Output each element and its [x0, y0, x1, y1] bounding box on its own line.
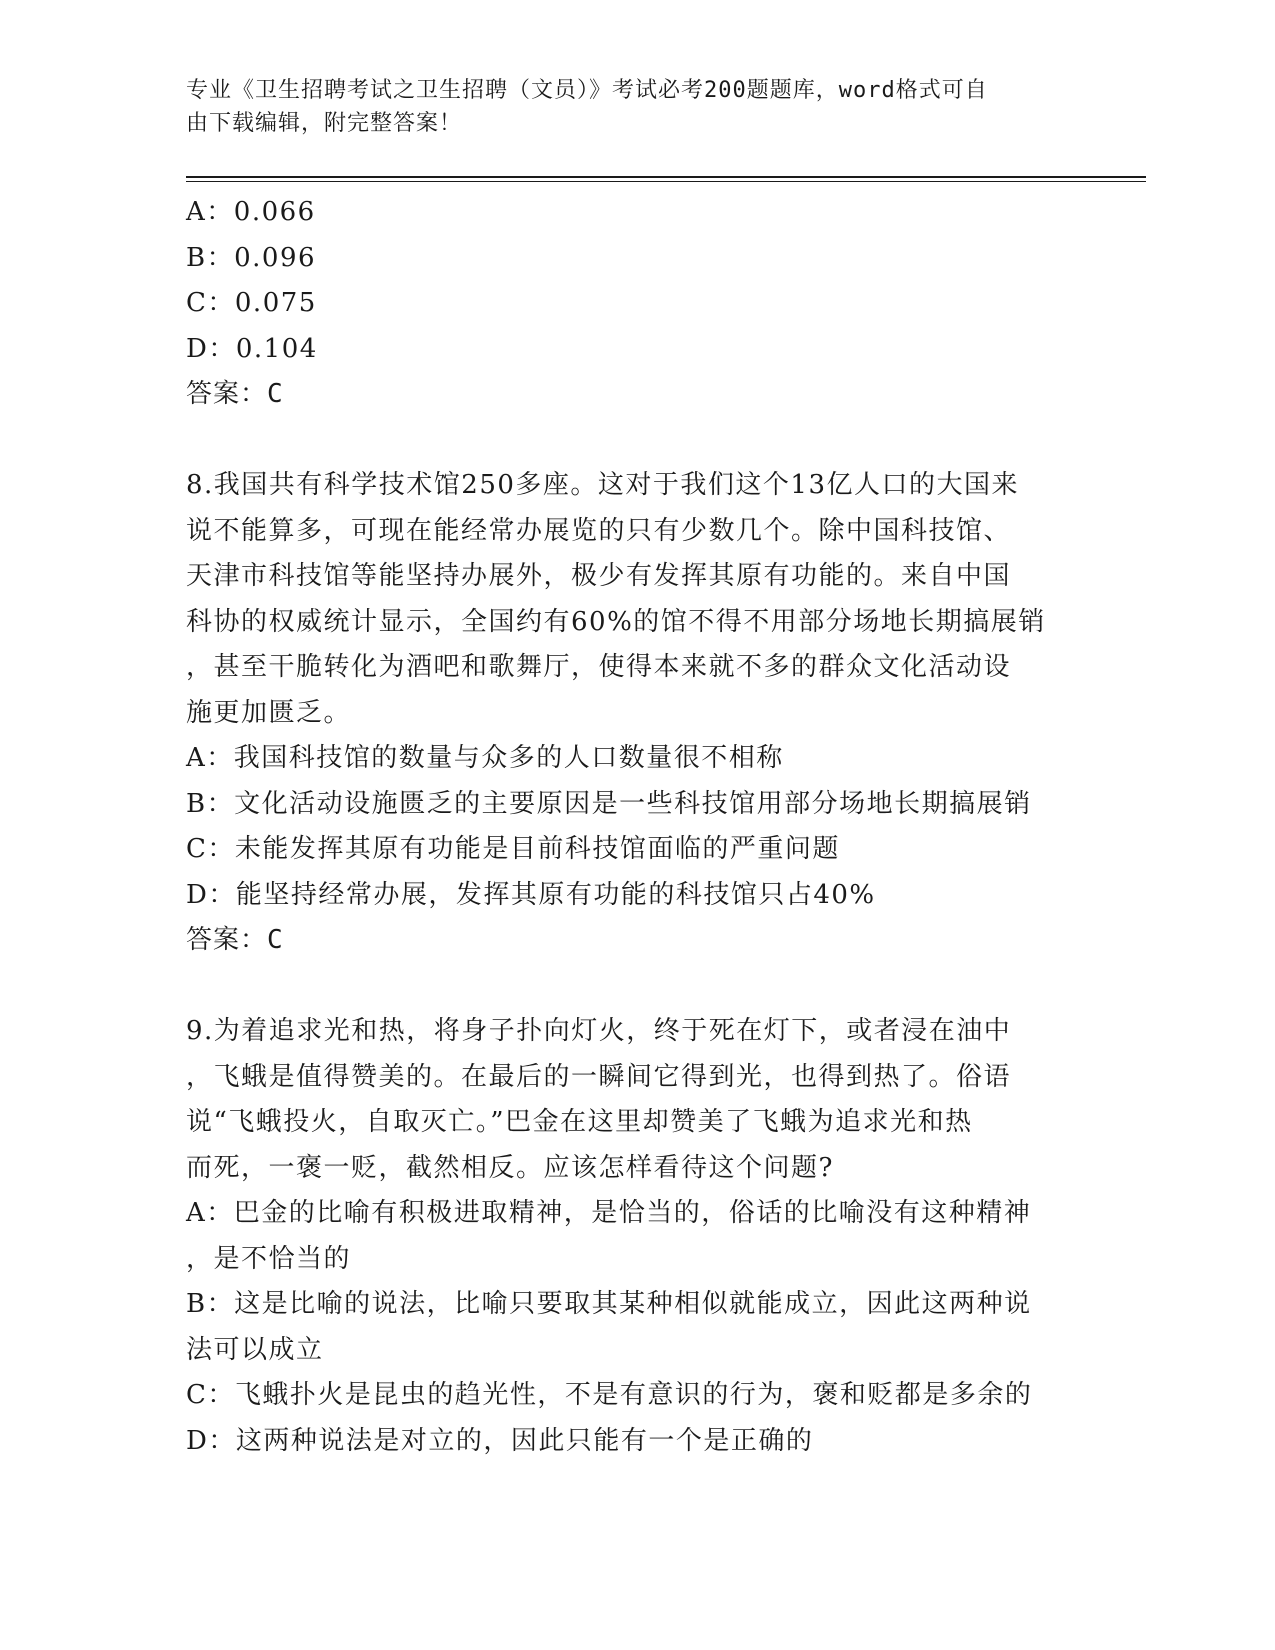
question-7-answer: 答案：C: [186, 379, 284, 409]
stem-line: 天津市科技馆等能坚持办展外，极少有发挥其原有功能的。来自中国: [186, 561, 1012, 591]
stem-line: 而死，一褒一贬，截然相反。应该怎样看待这个问题?: [186, 1152, 834, 1183]
question-7-options: [186, 190, 1086, 372]
option-b: B：这是比喻的说法，比喻只要取其某种相似就能成立，因此这两种说: [186, 1289, 1032, 1319]
option-a: A：巴金的比喻有积极进取精神，是恰当的，俗话的比喻没有这种精神: [186, 1198, 1032, 1228]
spacer: [186, 418, 1086, 464]
header-divider: [186, 176, 1146, 178]
stem-line: 科协的权威统计显示，全国约有60%的馆不得不用部分场地长期搞展销: [186, 606, 1046, 637]
option-d: D：能坚持经常办展，发挥其原有功能的科技馆只占40%: [186, 879, 876, 910]
question-9-stem: [186, 1009, 1086, 1191]
question-8-answer: 答案：C: [186, 925, 284, 955]
option-a: A：0.066: [186, 197, 316, 227]
question-9-options: [186, 1191, 1086, 1464]
option-b: B：0.096: [186, 242, 317, 273]
spacer: [186, 964, 1086, 1010]
option-a: A：我国科技馆的数量与众多的人口数量很不相称: [186, 743, 784, 773]
stem-line: 说不能算多，可现在能经常办展览的只有少数几个。除中国科技馆、: [186, 515, 1012, 546]
header-line-1: 专业《卫生招聘考试之卫生招聘（文员）》考试必考200题题库，word格式可自: [186, 78, 988, 103]
question-8-stem: [186, 463, 1086, 736]
stem-line: 8.我国共有科学技术馆250多座。这对于我们这个13亿人口的大国来: [186, 470, 1020, 500]
option-d: D：0.104: [186, 333, 318, 364]
stem-line: ，飞蛾是值得赞美的。在最后的一瞬间它得到光，也得到热了。俗语: [186, 1061, 1012, 1092]
document-body: [186, 190, 1086, 1464]
option-c: C：飞蛾扑火是昆虫的趋光性，不是有意识的行为，褒和贬都是多余的: [186, 1380, 1033, 1410]
stem-line: 施更加匮乏。: [186, 697, 352, 728]
header-divider-thin: [186, 181, 1146, 182]
option-d: D：这两种说法是对立的，因此只能有一个是正确的: [186, 1425, 814, 1456]
stem-line: 9.为着追求光和热，将身子扑向灯火，终于死在灯下，或者浸在油中: [186, 1016, 1012, 1046]
stem-line: 说“飞蛾投火，自取灭亡。”巴金在这里却赞美了飞蛾为追求光和热: [186, 1107, 973, 1137]
option-b-continued: 法可以成立: [186, 1334, 324, 1365]
question-8-options: [186, 736, 1086, 918]
page-header: [186, 74, 1066, 140]
option-a-continued: ，是不恰当的: [186, 1243, 352, 1274]
stem-line: ，甚至干脆转化为酒吧和歌舞厅，使得本来就不多的群众文化活动设: [186, 652, 1012, 682]
option-c: C：0.075: [186, 288, 317, 318]
option-c: C：未能发挥其原有功能是目前科技馆面临的严重问题: [186, 834, 840, 864]
header-line-2: 由下载编辑，附完整答案！: [186, 111, 463, 136]
option-b: B：文化活动设施匮乏的主要原因是一些科技馆用部分场地长期搞展销: [186, 788, 1032, 819]
